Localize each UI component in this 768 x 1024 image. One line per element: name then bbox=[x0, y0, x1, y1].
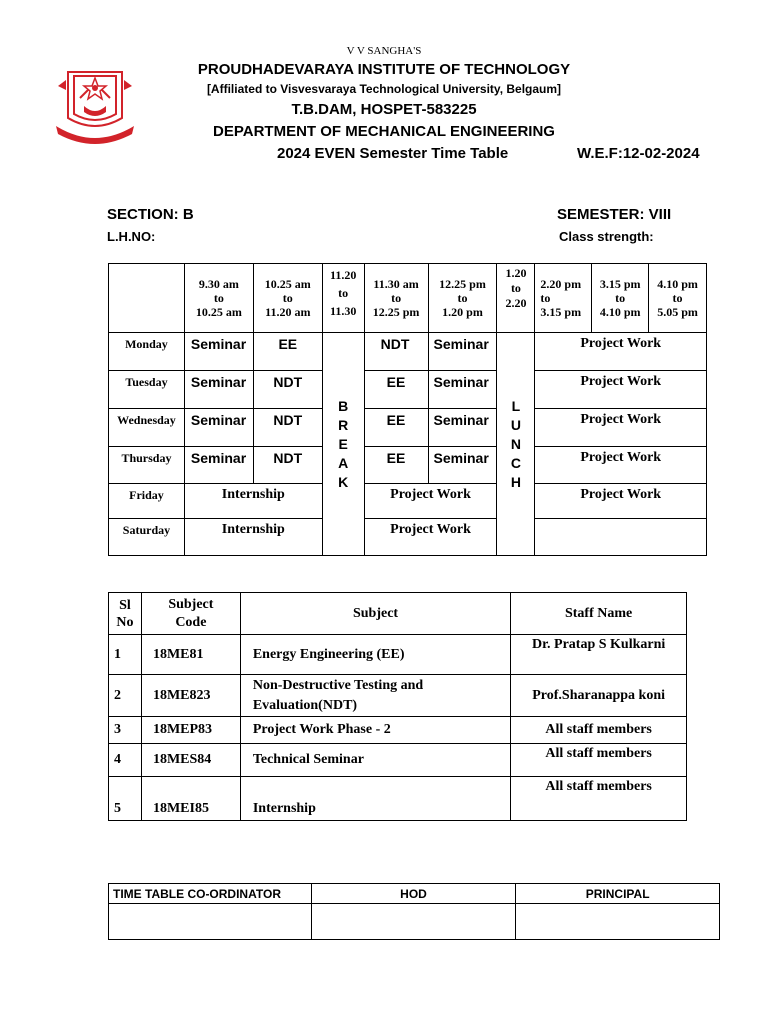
period-cell: EE bbox=[364, 371, 428, 409]
table-row bbox=[109, 717, 687, 744]
signature-row bbox=[109, 904, 720, 940]
afternoon-cell: Project Work bbox=[535, 409, 707, 447]
period-cell: Seminar bbox=[184, 333, 253, 371]
table-row bbox=[109, 447, 707, 484]
period-cell: Seminar bbox=[184, 447, 253, 484]
corner-cell bbox=[109, 264, 185, 333]
slot-header: 11.30 am to 12.25 pm bbox=[364, 264, 428, 333]
afternoon-cell: Project Work bbox=[535, 447, 707, 484]
slot-header-lunch: 1.20 to 2.20 bbox=[497, 264, 535, 333]
sl-no-cell: 2 bbox=[109, 675, 142, 717]
sl-no-cell: 3 bbox=[109, 717, 142, 744]
subject-code-cell: 18MES84 bbox=[141, 744, 240, 777]
lunch-letter: L bbox=[511, 397, 521, 414]
staff-name-cell: All staff members bbox=[511, 717, 687, 744]
subject-table bbox=[108, 592, 687, 821]
period-cell: Seminar bbox=[184, 409, 253, 447]
sl-no-header: Sl No bbox=[109, 593, 142, 635]
sl-no-cell: 4 bbox=[109, 744, 142, 777]
merged-midday-cell: Project Work bbox=[364, 484, 497, 519]
sl-no-cell: 5 bbox=[109, 777, 142, 821]
period-cell: Seminar bbox=[428, 409, 497, 447]
period-cell: NDT bbox=[364, 333, 428, 371]
subject-code-cell: 18ME823 bbox=[141, 675, 240, 717]
slot-header: 10.25 am to 11.20 am bbox=[253, 264, 322, 333]
subject-name-cell: Internship bbox=[240, 777, 510, 821]
sl-no-cell: 1 bbox=[109, 635, 142, 675]
subject-code-header: Subject Code bbox=[141, 593, 240, 635]
hod-label: HOD bbox=[311, 884, 516, 904]
timetable-header-row bbox=[109, 264, 707, 333]
subject-name-cell: Project Work Phase - 2 bbox=[240, 717, 510, 744]
period-cell: NDT bbox=[253, 371, 322, 409]
affiliation: [Affiliated to Visvesvaraya Technological University, Belgaum] bbox=[206, 82, 562, 96]
signature-table bbox=[108, 883, 720, 940]
period-cell: EE bbox=[364, 409, 428, 447]
period-cell: Seminar bbox=[184, 371, 253, 409]
sangha-line: V V SANGHA'S bbox=[346, 45, 422, 57]
coordinator-label: TIME TABLE CO-ORDINATOR bbox=[109, 884, 312, 904]
afternoon-cell: Project Work bbox=[535, 484, 707, 519]
subject-code-cell: 18MEI85 bbox=[141, 777, 240, 821]
subject-header: Subject bbox=[240, 593, 510, 635]
period-cell: EE bbox=[253, 333, 322, 371]
section-label: SECTION: B bbox=[107, 206, 194, 223]
slot-header: 12.25 pm to 1.20 pm bbox=[428, 264, 497, 333]
table-row bbox=[109, 744, 687, 777]
day-label: Friday bbox=[109, 484, 185, 519]
slot-header: 4.10 pm to 5.05 pm bbox=[649, 264, 707, 333]
table-row bbox=[109, 777, 687, 821]
period-cell: NDT bbox=[253, 447, 322, 484]
semester-label: SEMESTER: VIII bbox=[557, 206, 672, 223]
afternoon-cell: Project Work bbox=[535, 333, 707, 371]
period-cell: EE bbox=[364, 447, 428, 484]
hod-signature bbox=[311, 904, 516, 940]
period-cell: Seminar bbox=[428, 333, 497, 371]
principal-label: PRINCIPAL bbox=[516, 884, 720, 904]
merged-morning-cell: Internship bbox=[184, 519, 322, 556]
day-label: Tuesday bbox=[109, 371, 185, 409]
merged-midday-cell: Project Work bbox=[364, 519, 497, 556]
slot-header: 3.15 pm to 4.10 pm bbox=[592, 264, 649, 333]
period-cell: Seminar bbox=[428, 371, 497, 409]
signature-header-row bbox=[109, 884, 720, 904]
table-row bbox=[109, 484, 707, 519]
subject-code-cell: 18MEP83 bbox=[141, 717, 240, 744]
lunch-column bbox=[497, 333, 535, 556]
lunch-letter: N bbox=[510, 435, 521, 452]
break-letter: B bbox=[338, 397, 349, 414]
staff-name-cell: Dr. Pratap S Kulkarni bbox=[511, 635, 687, 675]
staff-name-cell: All staff members bbox=[511, 744, 687, 777]
timetable-title: 2024 EVEN Semester Time Table bbox=[277, 145, 509, 162]
table-row bbox=[109, 519, 707, 556]
department: DEPARTMENT OF MECHANICAL ENGINEERING bbox=[213, 123, 555, 140]
period-cell: NDT bbox=[253, 409, 322, 447]
slot-header: 9.30 am to 10.25 am bbox=[184, 264, 253, 333]
staff-name-cell: All staff members bbox=[511, 777, 687, 821]
slot-header-break: 11.20 to 11.30 bbox=[322, 264, 364, 333]
subject-header-row bbox=[109, 593, 687, 635]
coordinator-signature bbox=[109, 904, 312, 940]
table-row bbox=[109, 371, 707, 409]
class-strength-label: Class strength: bbox=[559, 229, 654, 244]
day-label: Thursday bbox=[109, 447, 185, 484]
lunch-letter: C bbox=[510, 454, 521, 471]
institute-name: PROUDHADEVARAYA INSTITUTE OF TECHNOLOGY bbox=[197, 61, 571, 78]
break-letter: E bbox=[338, 435, 348, 452]
table-row bbox=[109, 333, 707, 371]
wef-date: W.E.F:12-02-2024 bbox=[577, 145, 700, 162]
lunch-letter: H bbox=[510, 473, 521, 490]
day-label: Monday bbox=[109, 333, 185, 371]
subject-name-cell: Technical Seminar bbox=[240, 744, 510, 777]
subject-code-cell: 18ME81 bbox=[141, 635, 240, 675]
day-label: Saturday bbox=[109, 519, 185, 556]
break-column bbox=[322, 333, 364, 556]
day-label: Wednesday bbox=[109, 409, 185, 447]
afternoon-cell bbox=[535, 519, 707, 556]
table-row bbox=[109, 409, 707, 447]
subject-name-cell: Non-Destructive Testing and Evaluation(NDT) bbox=[240, 675, 510, 717]
staff-name-header: Staff Name bbox=[511, 593, 687, 635]
period-cell: Seminar bbox=[428, 447, 497, 484]
slot-header: 2.20 pm to 3.15 pm bbox=[535, 264, 592, 333]
timetable bbox=[108, 263, 707, 556]
subject-name-cell: Energy Engineering (EE) bbox=[240, 635, 510, 675]
break-letter: A bbox=[338, 454, 349, 471]
break-letter: K bbox=[338, 473, 349, 490]
table-row bbox=[109, 635, 687, 675]
staff-name-cell: Prof.Sharanappa koni bbox=[511, 675, 687, 717]
address: T.B.DAM, HOSPET-583225 bbox=[291, 101, 477, 118]
break-letter: R bbox=[338, 416, 349, 433]
principal-signature bbox=[516, 904, 720, 940]
lhno-label: L.H.NO: bbox=[107, 229, 156, 244]
merged-morning-cell: Internship bbox=[184, 484, 322, 519]
table-row bbox=[109, 675, 687, 717]
lunch-letter: U bbox=[510, 416, 521, 433]
afternoon-cell: Project Work bbox=[535, 371, 707, 409]
